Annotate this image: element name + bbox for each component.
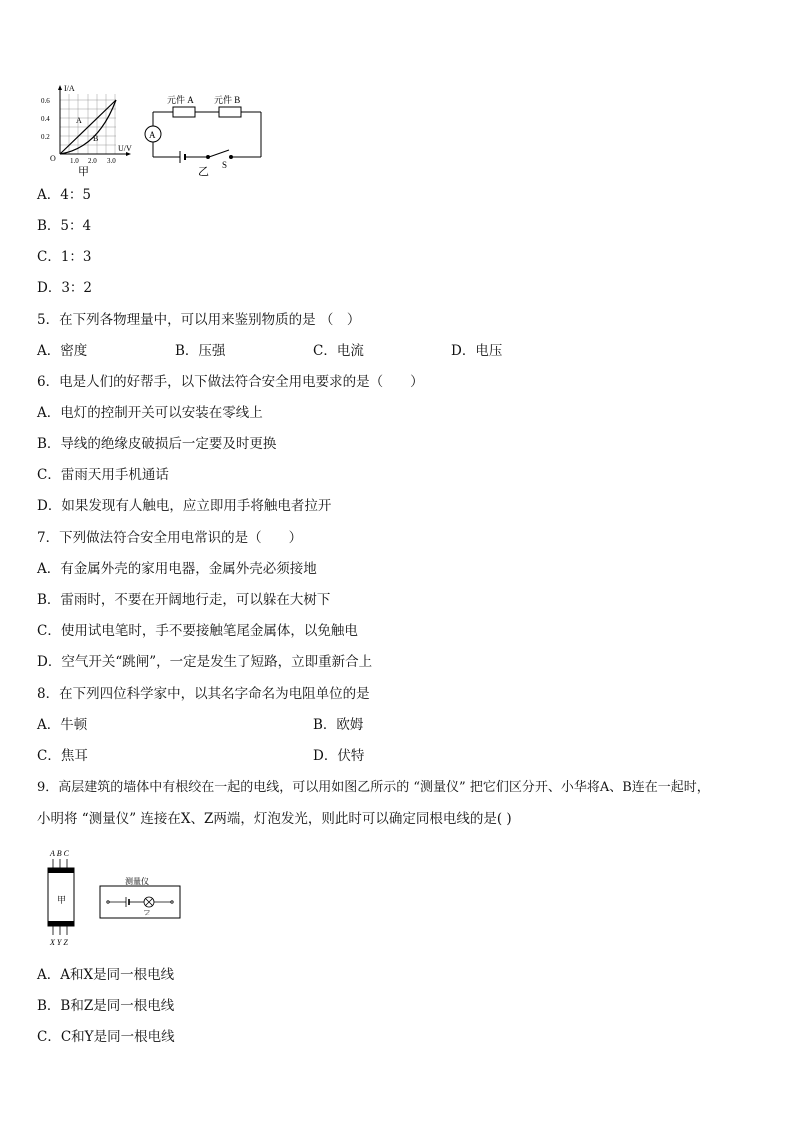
q8-option-b: B．欧姆 <box>313 717 364 733</box>
element-b-label: 元件 B <box>214 95 241 105</box>
element-b-resistor <box>219 107 241 117</box>
switch-label: S <box>222 160 228 170</box>
q5-option-a: A．密度 <box>37 343 88 359</box>
q8-option-c: C．焦耳 <box>37 748 88 764</box>
q9-figure <box>44 846 194 950</box>
meter-label: 测量仪 <box>125 877 149 886</box>
x-tick-1: 1.0 <box>70 157 79 165</box>
y-axis-label: I/A <box>64 84 75 93</box>
q9-option-a: A．A和X是同一根电线 <box>37 967 175 983</box>
q8-option-a: A．牛顿 <box>37 717 88 733</box>
q4-option-d: D．3：2 <box>37 280 93 296</box>
y-tick-0-2: 0.2 <box>41 133 50 141</box>
q9-option-c: C．C和Y是同一根电线 <box>37 1029 175 1045</box>
circuit-diagram <box>145 107 261 163</box>
circuit-caption: 乙 <box>198 166 209 178</box>
q4-figure <box>36 78 266 182</box>
bottom-labels: X Y Z <box>50 938 68 947</box>
y-tick-0-6: 0.6 <box>41 97 50 105</box>
q6-option-d: D．如果发现有人触电，应立即用手将触电者拉开 <box>37 498 332 514</box>
q6-option-b: B．导线的绝缘皮破损后一定要及时更换 <box>37 436 277 452</box>
q5-option-d: D．电压 <box>451 343 503 359</box>
q7-option-a: A．有金属外壳的家用电器，金属外壳必须接地 <box>37 561 317 577</box>
q4-option-c: C．1：3 <box>37 249 92 265</box>
q7-option-c: C．使用试电笔时，手不要接触笔尾金属体，以免触电 <box>37 623 358 639</box>
q5-option-b: B．压强 <box>175 343 226 359</box>
q7-stem: 7．下列做法符合安全用电常识的是（ ） <box>37 530 303 546</box>
box-label-jia: 甲 <box>57 895 67 905</box>
ammeter-label: A <box>149 130 156 140</box>
q4-option-b: B．5：4 <box>37 218 92 234</box>
q6-option-a: A．电灯的控制开关可以安装在零线上 <box>37 405 263 421</box>
q5-option-c: C．电流 <box>313 343 364 359</box>
q7-option-b: B．雷雨时，不要在开阔地行走，可以躲在大树下 <box>37 592 331 608</box>
y-tick-0-4: 0.4 <box>41 115 50 123</box>
q8-stem: 8．在下列四位科学家中，以其名字命名为电阻单位的是 <box>37 686 370 702</box>
meter-caption: 乙 <box>143 908 150 914</box>
curve-a-label: A <box>76 116 82 125</box>
q9-stem-line-2: 小明将 “测量仪” 连接在X、Z两端，灯泡发光，则此时可以确定同根电线的是( ) <box>37 811 512 827</box>
x-tick-3: 3.0 <box>107 157 116 165</box>
q6-stem: 6．电是人们的好帮手，以下做法符合安全用电要求的是（ ） <box>37 374 424 390</box>
graph-caption: 甲 <box>78 166 89 178</box>
q4-option-a: A．4：5 <box>37 187 91 203</box>
element-a-label: 元件 A <box>167 95 194 105</box>
q7-option-d: D．空气开关“跳闸”，一定是发生了短路，立即重新合上 <box>37 654 373 670</box>
q8-option-d: D．伏特 <box>313 748 365 764</box>
top-labels: A B C <box>50 849 69 858</box>
iu-graph <box>41 84 132 178</box>
origin-label: O <box>50 154 56 163</box>
x-tick-2: 2.0 <box>88 157 97 165</box>
x-axis-label: U/V <box>118 144 132 153</box>
q5-stem: 5．在下列各物理量中，可以用来鉴别物质的是 （ ） <box>37 312 361 328</box>
element-a-resistor <box>173 107 195 117</box>
q9-option-b: B．B和Z是同一根电线 <box>37 998 175 1014</box>
switch-lever <box>209 150 229 157</box>
q9-stem-line-1: 9．高层建筑的墙体中有根绞在一起的电线，可以用如图乙所示的 “测量仪” 把它们区分开、小华将A、B连在一起时， <box>37 780 710 795</box>
curve-b-label: B <box>93 134 99 143</box>
q6-option-c: C．雷雨天用手机通话 <box>37 467 169 483</box>
